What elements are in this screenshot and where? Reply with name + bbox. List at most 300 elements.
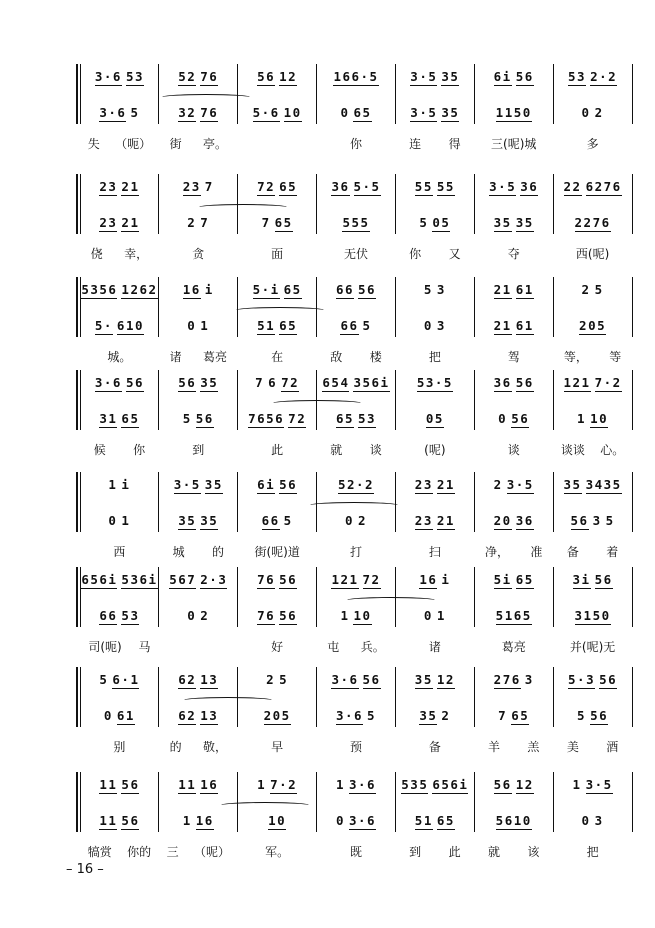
note-group: 35 — [515, 214, 534, 230]
note-group: 7 — [200, 215, 210, 230]
lower-staff — [80, 212, 632, 234]
barline — [632, 772, 633, 832]
lyric-cell — [238, 637, 317, 655]
measure — [238, 66, 317, 88]
lyric-cell — [395, 244, 474, 262]
note-group: 72 — [362, 571, 381, 587]
upper-staff — [80, 669, 632, 691]
upper-staff — [80, 176, 632, 198]
measure — [238, 474, 317, 496]
lyric-word: 楼 — [369, 349, 382, 364]
lyric-cell — [238, 842, 317, 860]
system-brace — [76, 64, 78, 124]
note-group: 5 — [283, 513, 293, 528]
note-group: 7·2 — [594, 374, 622, 390]
lyric-cell — [395, 842, 474, 860]
lyric-cell — [395, 347, 474, 365]
barline — [395, 174, 396, 234]
lyric-cell — [159, 134, 238, 152]
measure — [395, 810, 474, 832]
measure — [317, 569, 396, 591]
note-group: 21 — [121, 214, 140, 230]
measure — [317, 810, 396, 832]
system-brace — [76, 370, 78, 430]
note-group: 656i — [81, 571, 118, 587]
note-group: 56 — [515, 374, 534, 390]
note-group: 5· — [94, 317, 113, 333]
lyric-word: 着 — [606, 544, 619, 559]
lower-staff — [80, 510, 632, 532]
barline — [474, 667, 475, 727]
lyric-cell — [238, 244, 317, 262]
measure — [80, 66, 159, 88]
lyric-word: 马 — [138, 639, 151, 654]
system-brace — [76, 174, 78, 234]
note-group: 3150 — [574, 607, 611, 623]
lyric-word: 失 — [87, 136, 100, 151]
measure — [238, 315, 317, 337]
measure — [395, 569, 474, 591]
barline — [474, 277, 475, 337]
note-group: 35 — [419, 707, 438, 723]
note-group: 21 — [436, 512, 455, 528]
lyrics-line — [80, 542, 632, 560]
note-group: 12 — [279, 68, 298, 84]
lyric-word: 把 — [586, 844, 599, 859]
note-group: 56 — [362, 671, 381, 687]
note-group: 31 — [99, 410, 118, 426]
note-group: 56 — [511, 410, 530, 426]
note-group: 56 — [599, 671, 618, 687]
lyric-word: 备 — [566, 544, 579, 559]
measure — [80, 315, 159, 337]
measure — [159, 774, 238, 796]
note-group: 5 — [594, 282, 604, 297]
lyric-word: （呃） — [115, 136, 152, 151]
lower-staff — [80, 810, 632, 832]
note-group: 2 — [358, 513, 368, 528]
lyric-word: 诸 — [428, 639, 441, 654]
note-group: 166·5 — [333, 68, 379, 84]
lyric-word: 无伏 — [344, 246, 369, 261]
barline — [316, 667, 317, 727]
lyric-cell — [80, 737, 159, 755]
note-group: 65 — [511, 707, 530, 723]
slur — [219, 802, 311, 809]
lyric-word: 到 — [192, 442, 205, 457]
barline — [158, 174, 159, 234]
barline — [553, 772, 554, 832]
slur — [197, 204, 289, 211]
note-group: 21 — [436, 476, 455, 492]
measure — [553, 176, 632, 198]
lyric-cell — [317, 737, 396, 755]
note-group: 2276 — [574, 214, 611, 230]
note-group: 76 — [257, 571, 276, 587]
lyric-cell — [553, 244, 632, 262]
note-group: 52·2 — [337, 476, 375, 492]
note-group: 0 — [581, 813, 591, 828]
note-group: 56 — [121, 812, 140, 828]
note-group: 36 — [515, 512, 534, 528]
barline — [474, 472, 475, 532]
note-group: 2 — [441, 708, 451, 723]
lyric-cell — [474, 440, 553, 458]
lyric-cell — [317, 842, 396, 860]
note-group: 5·6 — [252, 104, 280, 120]
measure — [395, 510, 474, 532]
barline — [237, 370, 238, 430]
note-group: 72 — [281, 374, 300, 390]
barline — [553, 370, 554, 430]
note-group: 10 — [353, 607, 372, 623]
measure — [395, 315, 474, 337]
note-group: 16 — [419, 571, 438, 587]
lyric-cell — [238, 440, 317, 458]
note-group: 205 — [579, 317, 607, 333]
lyric-cell — [474, 542, 553, 560]
lyrics-line — [80, 637, 632, 655]
note-group: 6·1 — [112, 671, 140, 687]
lyric-word: 三(呢)城 — [491, 136, 537, 151]
note-group: 3·6 — [331, 671, 359, 687]
note-group: 0 — [108, 513, 118, 528]
note-group: 56 — [279, 476, 298, 492]
lyric-word: 亭。 — [202, 136, 227, 151]
measure — [395, 279, 474, 301]
note-group: 55 — [436, 178, 455, 194]
measure — [80, 176, 159, 198]
measure — [80, 212, 159, 234]
upper-staff — [80, 66, 632, 88]
lyric-cell — [395, 134, 474, 152]
measure — [395, 102, 474, 124]
lyric-cell — [395, 440, 474, 458]
barline — [632, 174, 633, 234]
lyric-cell — [80, 542, 159, 560]
note-group: 76 — [200, 104, 219, 120]
note-group: 55 — [414, 178, 433, 194]
page-number: – 16 – — [66, 862, 104, 877]
note-group: 56 — [515, 68, 534, 84]
lyric-cell — [474, 347, 553, 365]
lyric-word: 西 — [113, 544, 126, 559]
note-group: 56 — [358, 281, 377, 297]
lyric-cell — [395, 737, 474, 755]
barline — [237, 472, 238, 532]
note-group: 53 — [568, 68, 587, 84]
measure — [159, 474, 238, 496]
note-group: 7656 — [248, 410, 285, 426]
note-group: 76 — [257, 607, 276, 623]
lyric-word: 谈 — [369, 442, 382, 457]
lyric-cell — [474, 134, 553, 152]
slur — [160, 94, 252, 101]
upper-staff — [80, 774, 632, 796]
note-group: 32 — [178, 104, 197, 120]
barline — [316, 64, 317, 124]
measure — [317, 705, 396, 727]
measure — [159, 605, 238, 627]
barline — [158, 567, 159, 627]
measure — [238, 510, 317, 532]
lyric-word: 谈 — [507, 442, 520, 457]
note-group: 5 — [577, 708, 587, 723]
system-brace — [76, 277, 78, 337]
barline — [395, 772, 396, 832]
note-group: 35 — [200, 374, 219, 390]
note-group: 53 — [121, 607, 140, 623]
lyric-word: 打 — [350, 544, 363, 559]
lower-staff — [80, 102, 632, 124]
note-group: 121 — [331, 571, 359, 587]
upper-staff — [80, 279, 632, 301]
note-group: 66 — [99, 607, 118, 623]
note-group: 62 — [178, 707, 197, 723]
lyric-word: 面 — [271, 246, 284, 261]
measure — [80, 669, 159, 691]
barline — [395, 370, 396, 430]
measure — [80, 605, 159, 627]
note-group: 65 — [436, 812, 455, 828]
note-group: 05 — [432, 214, 451, 230]
measure — [80, 705, 159, 727]
note-group: 7·2 — [270, 776, 298, 792]
measure — [474, 66, 553, 88]
measure — [159, 372, 238, 394]
measure — [238, 774, 317, 796]
measure — [474, 605, 553, 627]
note-group: 6i — [493, 68, 512, 84]
note-group: i — [204, 282, 214, 297]
note-group: 56 — [570, 512, 589, 528]
measure — [553, 774, 632, 796]
measure — [238, 212, 317, 234]
measure — [553, 66, 632, 88]
note-group: 1 — [335, 777, 345, 792]
note-group: 23 — [414, 512, 433, 528]
barline — [474, 174, 475, 234]
lyric-word: (呢) — [424, 442, 446, 457]
lyric-cell — [159, 637, 238, 655]
measure — [553, 669, 632, 691]
measure — [474, 669, 553, 691]
measure — [159, 212, 238, 234]
note-group: 3·6 — [335, 707, 364, 723]
note-group: 11 — [99, 776, 118, 792]
measure — [80, 102, 159, 124]
measure — [317, 474, 396, 496]
measure — [553, 102, 632, 124]
system-brace — [76, 472, 78, 532]
lyric-cell — [159, 542, 238, 560]
lyric-word: 酒 — [606, 739, 619, 754]
note-group: 12 — [515, 776, 534, 792]
lyric-word: 在 — [271, 349, 284, 364]
note-group: 10 — [268, 812, 287, 828]
note-group: 65 — [353, 104, 372, 120]
lyric-word: 既 — [350, 844, 363, 859]
lyric-word: （呢） — [193, 844, 230, 859]
note-group: 35 — [441, 68, 460, 84]
note-group: 121 — [563, 374, 591, 390]
lyric-word: 别 — [113, 739, 126, 754]
measure — [80, 372, 159, 394]
note-group: 7 — [255, 375, 265, 390]
note-group: 3 — [592, 513, 602, 528]
measure — [80, 474, 159, 496]
lyric-word: 你 — [350, 136, 363, 151]
measure — [553, 372, 632, 394]
lyric-word: 连 — [409, 136, 422, 151]
measure — [159, 66, 238, 88]
measure — [474, 212, 553, 234]
lyric-cell — [80, 842, 159, 860]
lyric-word: 诸 — [169, 349, 182, 364]
barline — [395, 64, 396, 124]
lyric-cell — [80, 134, 159, 152]
measure — [317, 66, 396, 88]
measure — [395, 605, 474, 627]
note-group: 6i — [257, 476, 276, 492]
note-group: 1 — [200, 318, 210, 333]
note-group: 11 — [178, 776, 197, 792]
lyric-word: 羊 — [488, 739, 501, 754]
lyric-cell — [474, 842, 553, 860]
measure — [238, 669, 317, 691]
lyrics-line — [80, 440, 632, 458]
measure — [317, 212, 396, 234]
note-group: 5 — [182, 411, 192, 426]
measure — [474, 315, 553, 337]
slur — [271, 400, 363, 407]
note-group: 52 — [178, 68, 197, 84]
note-group: 5·i — [252, 281, 280, 297]
note-group: 1 — [572, 777, 582, 792]
note-group: 1 — [182, 813, 192, 828]
measure — [317, 408, 396, 430]
measure — [395, 176, 474, 198]
lyrics-line — [80, 347, 632, 365]
note-group: 0 — [423, 608, 433, 623]
note-group: 56 — [195, 410, 214, 426]
barline — [632, 64, 633, 124]
barline — [553, 667, 554, 727]
lyric-word: 好 — [271, 639, 284, 654]
note-group: 5165 — [495, 607, 532, 623]
measure — [159, 669, 238, 691]
note-group: 35 — [414, 671, 433, 687]
measure — [238, 372, 317, 394]
note-group: 62 — [178, 671, 197, 687]
measure — [553, 705, 632, 727]
barline — [632, 370, 633, 430]
measure — [80, 810, 159, 832]
barline — [474, 370, 475, 430]
measure — [80, 774, 159, 796]
note-group: i — [121, 477, 131, 492]
note-group: 0 — [423, 318, 433, 333]
note-group: i — [441, 572, 451, 587]
note-group: 11 — [99, 812, 118, 828]
lyric-cell — [553, 842, 632, 860]
note-group: 5·3 — [568, 671, 596, 687]
lyric-word: 多 — [586, 136, 599, 151]
measure — [474, 372, 553, 394]
note-group: 356i — [353, 374, 390, 390]
lyric-word: 军。 — [265, 844, 290, 859]
lyric-cell — [238, 542, 317, 560]
measure — [159, 176, 238, 198]
slur — [345, 597, 437, 604]
lyric-word: 夺 — [507, 246, 520, 261]
measure — [238, 705, 317, 727]
lyric-cell — [395, 542, 474, 560]
measure — [474, 510, 553, 532]
barline — [158, 370, 159, 430]
lyric-word: 净， — [485, 544, 510, 559]
note-group: 35 — [178, 512, 197, 528]
barline — [80, 667, 81, 727]
note-group: 3435 — [585, 476, 622, 492]
note-group: 23 — [99, 214, 118, 230]
measure — [317, 669, 396, 691]
note-group: 56 — [590, 707, 609, 723]
lyric-word: 美 — [566, 739, 579, 754]
note-group: 5 — [279, 672, 289, 687]
measure — [317, 279, 396, 301]
note-group: 654 — [322, 374, 350, 390]
barline — [158, 277, 159, 337]
note-group: 3·5 — [489, 178, 517, 194]
measure — [317, 774, 396, 796]
note-group: 16 — [182, 281, 201, 297]
measure — [317, 605, 396, 627]
note-group: 5 — [99, 672, 109, 687]
note-group: 65 — [515, 571, 534, 587]
lyric-cell — [553, 542, 632, 560]
lyric-cell — [317, 347, 396, 365]
measure — [80, 408, 159, 430]
measure — [553, 212, 632, 234]
lyric-cell — [317, 542, 396, 560]
measure — [238, 176, 317, 198]
note-group: 72 — [288, 410, 307, 426]
barline — [158, 772, 159, 832]
lyric-word: 屯 — [327, 639, 340, 654]
lyric-word: 的 — [211, 544, 224, 559]
lyric-word: 街(呢)道 — [254, 544, 300, 559]
note-group: 276 — [493, 671, 521, 687]
note-group: 21 — [493, 281, 512, 297]
note-group: 51 — [257, 317, 276, 333]
measure — [159, 315, 238, 337]
measure — [238, 279, 317, 301]
note-group: 61 — [116, 707, 135, 723]
lyrics-line — [80, 842, 632, 860]
note-group: 53·5 — [416, 374, 453, 390]
slur — [182, 697, 274, 704]
note-group: 1 — [577, 411, 587, 426]
lyric-word: 城。 — [107, 349, 132, 364]
note-group: 535 — [401, 776, 429, 792]
measure — [80, 279, 159, 301]
lyric-word: 备 — [428, 739, 441, 754]
lyric-word: 敬， — [202, 739, 227, 754]
barline — [316, 277, 317, 337]
lyric-cell — [474, 244, 553, 262]
note-group: 5i — [493, 571, 512, 587]
